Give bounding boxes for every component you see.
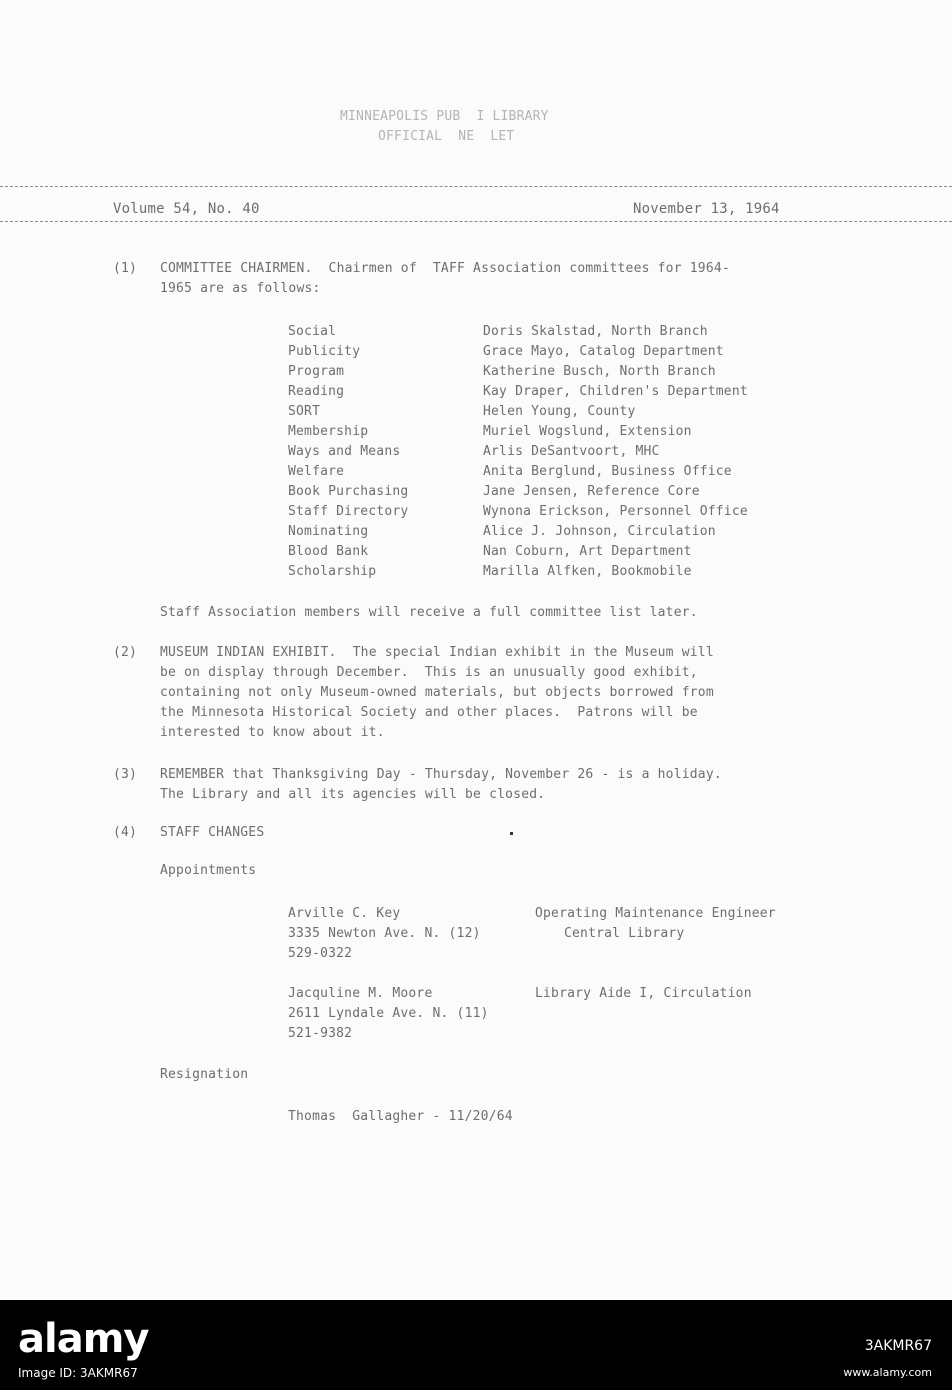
committee-chair: Jane Jensen, Reference Core: [483, 484, 700, 499]
appointee-title: Operating Maintenance Engineer: [535, 906, 776, 921]
committee-chair: Doris Skalstad, North Branch: [483, 324, 708, 339]
committee-chair: Katherine Busch, North Branch: [483, 364, 716, 379]
committee-name: Scholarship: [288, 564, 377, 579]
item-text: the Minnesota Historical Society and other places. Patrons will be: [160, 705, 698, 720]
alamy-logo: alamy: [18, 1316, 149, 1362]
section-heading: STAFF CHANGES: [160, 825, 265, 840]
item-number: (2): [113, 645, 138, 660]
item-text: be on display through December. This is an unusually good exhibit,: [160, 665, 698, 680]
issue-date: November 13, 1964: [633, 201, 780, 217]
speck-mark: [510, 832, 513, 835]
committee-note: Staff Association members will receive a full committee list later.: [160, 605, 698, 620]
stock-footer: [0, 1300, 952, 1390]
appointee-location: Central Library: [564, 926, 685, 941]
item-text: The Library and all its agencies will be closed.: [160, 787, 546, 802]
appointee-name: Jacquline M. Moore: [288, 986, 433, 1001]
committee-chair: Wynona Erickson, Personnel Office: [483, 504, 748, 519]
appointee-title: Library Aide I, Circulation: [535, 986, 752, 1001]
committee-name: Publicity: [288, 344, 361, 359]
committee-chair: Nan Coburn, Art Department: [483, 544, 692, 559]
committee-chair: Arlis DeSantvoort, MHC: [483, 444, 660, 459]
image-code: 3AKMR67: [864, 1338, 932, 1354]
item-number: (4): [113, 825, 138, 840]
committee-name: Reading: [288, 384, 345, 399]
volume-number: Volume 54, No. 40: [113, 201, 260, 217]
committee-name: Social: [288, 324, 337, 339]
committee-chair: Alice J. Johnson, Circulation: [483, 524, 716, 539]
committee-chair: Marilla Alfken, Bookmobile: [483, 564, 692, 579]
committee-name: Book Purchasing: [288, 484, 409, 499]
newsletter-title: MINNEAPOLIS PUB I LIBRARY: [340, 109, 549, 124]
committee-name: Blood Bank: [288, 544, 369, 559]
header-rule-bottom: [0, 221, 952, 222]
committee-chair: Muriel Wogslund, Extension: [483, 424, 692, 439]
item-text: COMMITTEE CHAIRMEN. Chairmen of TAFF Association committees for 1964-: [160, 261, 730, 276]
item-number: (1): [113, 261, 138, 276]
committee-chair: Grace Mayo, Catalog Department: [483, 344, 724, 359]
item-text: MUSEUM INDIAN EXHIBIT. The special Indian exhibit in the Museum will: [160, 645, 714, 660]
committee-chair: Anita Berglund, Business Office: [483, 464, 732, 479]
header-rule-top: [0, 186, 952, 187]
newsletter-subtitle: OFFICIAL NE LET: [378, 129, 515, 144]
committee-chair: Kay Draper, Children's Department: [483, 384, 748, 399]
site-url: www.alamy.com: [843, 1366, 932, 1379]
appointments-label: Appointments: [160, 863, 257, 878]
appointee-address: 3335 Newton Ave. N. (12): [288, 926, 481, 941]
committee-name: Program: [288, 364, 345, 379]
committee-name: Membership: [288, 424, 369, 439]
committee-name: Nominating: [288, 524, 369, 539]
appointee-name: Arville C. Key: [288, 906, 401, 921]
committee-name: Ways and Means: [288, 444, 401, 459]
item-text: interested to know about it.: [160, 725, 385, 740]
item-text: containing not only Museum-owned materials, but objects borrowed from: [160, 685, 714, 700]
item-text: 1965 are as follows:: [160, 281, 321, 296]
committee-chair: Helen Young, County: [483, 404, 636, 419]
committee-name: Welfare: [288, 464, 345, 479]
item-number: (3): [113, 767, 138, 782]
resignation-label: Resignation: [160, 1067, 249, 1082]
appointee-address: 2611 Lyndale Ave. N. (11): [288, 1006, 489, 1021]
resignation-entry: Thomas Gallagher - 11/20/64: [288, 1109, 513, 1124]
image-id-text: Image ID: 3AKMR67: [18, 1366, 138, 1380]
committee-name: Staff Directory: [288, 504, 409, 519]
committee-name: SORT: [288, 404, 321, 419]
item-text: REMEMBER that Thanksgiving Day - Thursday, November 26 - is a holiday.: [160, 767, 722, 782]
appointee-phone: 529-0322: [288, 946, 353, 961]
appointee-phone: 521-9382: [288, 1026, 353, 1041]
